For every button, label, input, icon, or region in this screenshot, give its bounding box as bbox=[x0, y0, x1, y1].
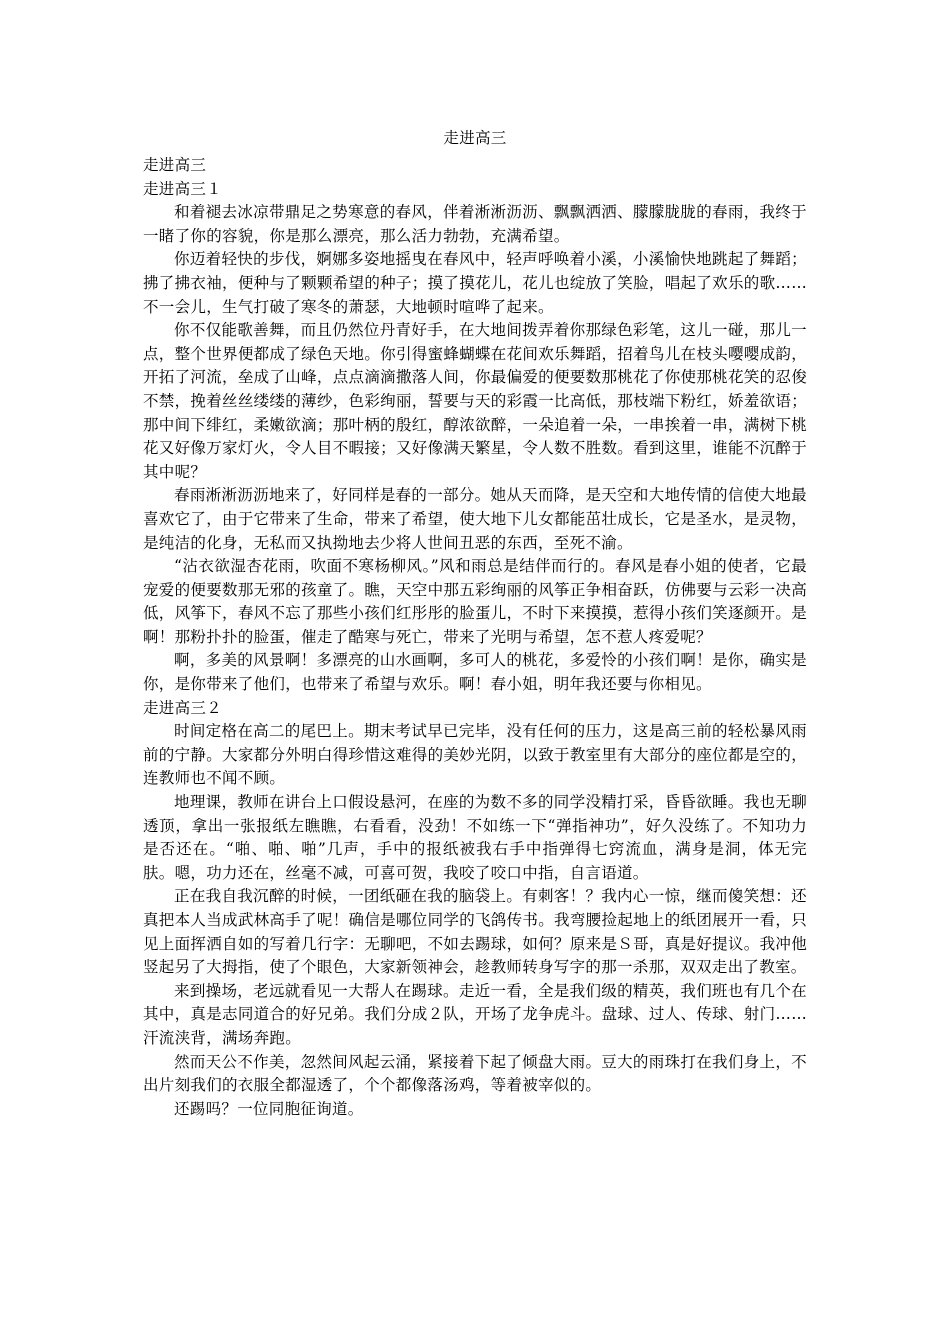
paragraph: 地理课，教师在讲台上口假设悬河，在座的为数不多的同学没精打采，昏昏欲睡。我也无聊透顶，拿出一张报纸左瞧瞧，右看看，没劲！不如练一下“弹指神功”，好久没练了。不知功力是否还在。“啪、啪、啪”几声，手中的报纸被我右手中指弹得七窍流血，满身是洞，体无完肤。嗯，功力还在，丝毫不减，可喜可贺，我咬了咬口中指，自言语道。 bbox=[143, 793, 807, 882]
document-heading: 走进高三 bbox=[143, 156, 207, 174]
paragraph: 时间定格在高二的尾巴上。期末考试早已完毕，没有任何的压力，这是高三前的轻松暴风雨前的宁静。大家都分外明白得珍惜这难得的美妙光阴，以致于教室里有大部分的座位都是空的，连教师也不闻不顾。 bbox=[143, 722, 807, 788]
paragraph: 然而天公不作美，忽然间风起云涌，紧接着下起了倾盘大雨。豆大的雨珠打在我们身上，不出片刻我们的衣服全都湿透了，个个都像落汤鸡，等着被宰似的。 bbox=[143, 1052, 807, 1095]
paragraph: 啊，多美的风景啊！多漂亮的山水画啊，多可人的桃花，多爱怜的小孩们啊！是你，确实是你，是你带来了他们，也带来了希望与欢乐。啊！春小姐，明年我还要与你相见。 bbox=[143, 651, 807, 694]
paragraph: “沾衣欲湿杏花雨，吹面不寒杨柳风。”风和雨总是结伴而行的。春风是春小姐的使者，它最宠爱的便要数那无邪的孩童了。瞧，天空中那五彩绚丽的风筝正争相奋跃，仿佛要与云彩一决高低，风筝下，春风不忘了那些小孩们红彤彤的脸蛋儿，不时下来摸摸，惹得小孩们笑逐颜开。是啊！那粉扑扑的脸蛋，催走了酷寒与死亡，带来了光明与希望，怎不惹人疼爱呢？ bbox=[143, 557, 807, 646]
document-page bbox=[143, 124, 807, 1121]
section-2-title: 走进高三２ bbox=[143, 698, 223, 717]
paragraph: 正在我自我沉醉的时候，一团纸砸在我的脑袋上。有刺客！？我内心一惊，继而傻笑想：还真把本人当成武林高手了呢！确信是哪位同学的飞鸽传书。我弯腰捡起地上的纸团展开一看，只见上面挥洒自如的写着几行字：无聊吧，不如去踢球，如何？原来是Ｓ哥，真是好提议。我冲他竖起另了大拇指，使了个眼色，大家新领神会，趁教师转身写字的那一杀那，双双走出了教室。 bbox=[143, 887, 807, 977]
paragraph: 春雨淅淅沥沥地来了，好同样是春的一部分。她从天而降，是天空和大地传情的信使大地最喜欢它了，由于它带来了生命，带来了希望，使大地下儿女都能茁壮成长，它是圣水，是灵物，是纯洁的化身，无私而又执拗地去少将人世间丑恶的东西，至死不渝。 bbox=[143, 486, 807, 552]
paragraph: 和着褪去冰凉带鼎足之势寒意的春风，伴着淅淅沥沥、飘飘洒洒、朦朦胧胧的春雨，我终于一睹了你的容貌，你是那么漂亮，那么活力勃勃，充满希望。 bbox=[143, 203, 807, 245]
paragraph: 还踢吗？一位同胞征询道。 bbox=[174, 1099, 364, 1118]
section-1-title: 走进高三１ bbox=[143, 179, 223, 198]
paragraph: 你不仅能歌善舞，而且仍然位丹青好手，在大地间拨弄着你那绿色彩笔，这儿一碰，那儿一点，整个世界便都成了绿色天地。你引得蜜蜂蝴蝶在花间欢乐舞蹈，招着鸟儿在枝头嘤嘤成韵，开拓了河流，垒成了山峰，点点滴滴撒落人间，你最偏爱的便要数那桃花了你使那桃花笑的忍俊不禁，挽着丝丝缕缕的薄纱，色彩绚丽，誓要与天的彩霞一比高低，那枝端下粉红，娇羞欲语；那中间下绯红，柔嫩欲滴；那叶柄的殷红，醇浓欲醉，一朵追着一朵，一串挨着一串，满树下桃花又好像万家灯火，令人目不暇接；又好像满天繁星，令人数不胜数。看到这里，谁能不沉醉于其中呢？ bbox=[143, 321, 807, 481]
paragraph: 你迈着轻快的步伐，婀娜多姿地摇曳在春风中，轻声呼唤着小溪，小溪愉快地跳起了舞蹈；拂了拂衣袖，便种与了颗颗希望的种子；摸了摸花儿，花儿也绽放了笑脸，唱起了欢乐的歌……不一会儿，生气打破了寒冬的萧瑟，大地顿时喧哗了起来。 bbox=[143, 250, 807, 316]
document-title: 走进高三 bbox=[443, 129, 507, 147]
paragraph: 来到操场，老远就看见一大帮人在踢球。走近一看，全是我们级的精英，我们班也有几个在其中，真是志同道合的好兄弟。我们分成２队，开场了龙争虎斗。盘球、过人、传球、射门……汗流浃背，满场奔跑。 bbox=[143, 981, 807, 1047]
